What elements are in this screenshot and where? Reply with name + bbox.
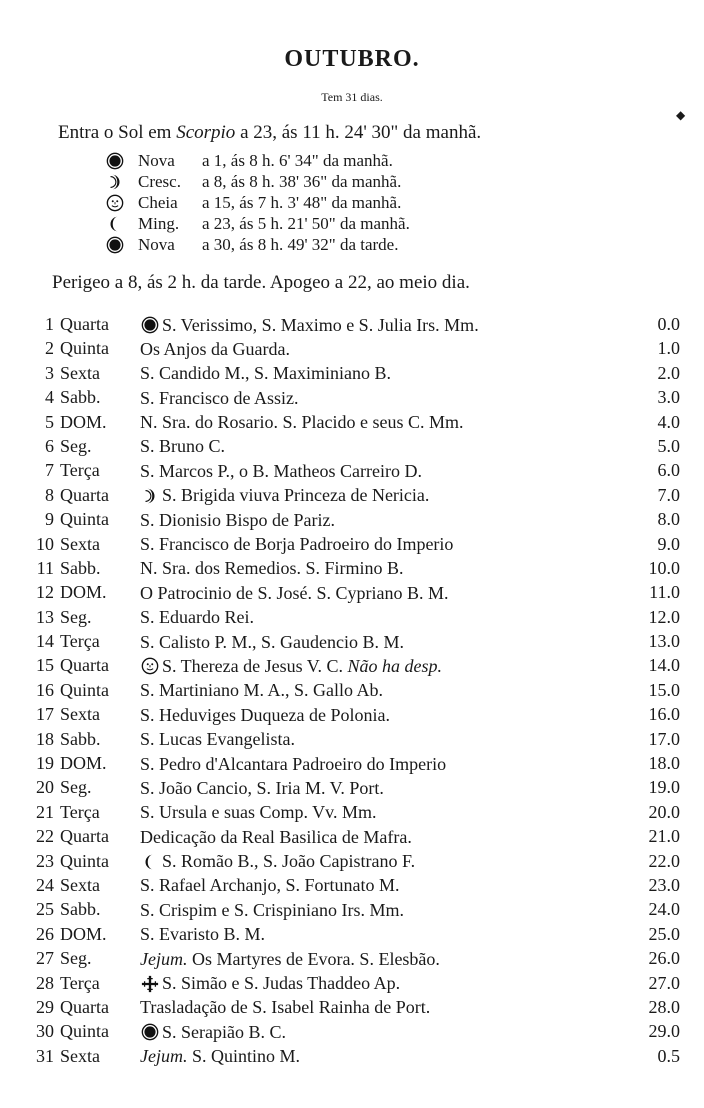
day-number: 22 [36,826,54,847]
dispensation-note: Não ha desp. [347,655,442,676]
day-number: 2 [45,338,54,359]
day-description [140,460,422,482]
moon-age: 28.0 [648,996,680,1017]
saint-names: S. Francisco de Borja Padroeiro do Imperio [140,534,454,555]
saint-names: Os Martyres de Evora. S. Elesbão. [191,948,440,969]
last-quarter-icon [106,215,124,233]
new-moon-icon [106,152,124,170]
moon-age: 17.0 [648,728,680,749]
moon-age: 16.0 [648,704,680,725]
day-number: 21 [36,801,54,822]
day-description [140,607,254,629]
day-number: 13 [36,606,54,627]
day-row [30,948,680,972]
day-row [30,899,680,923]
moon-age: 0.5 [657,1045,680,1066]
day-row [30,460,680,484]
saint-names: Trasladação de S. Isabel Rainha de Port. [140,997,431,1018]
day-row [30,680,680,704]
weekday: DOM. [60,753,107,774]
saint-names: S. Heduviges Duqueza de Polonia. [140,704,390,725]
moon-age: 10.0 [648,557,680,578]
moon-age: 19.0 [648,777,680,798]
day-number: 17 [36,704,54,725]
day-number: 18 [36,728,54,749]
day-description [140,680,383,702]
moon-phase-time: a 23, ás 5 h. 21' 50" da manhã. [202,213,410,233]
days-table [30,314,680,1070]
day-description [140,875,399,897]
day-number: 8 [45,484,54,505]
page-title: OUTUBRO. [284,46,420,72]
day-number: 29 [36,996,54,1017]
moon-age: 23.0 [648,874,680,895]
moon-phase-row [106,234,410,255]
day-number: 24 [36,874,54,895]
moon-age: 0.0 [657,314,680,334]
day-number: 27 [36,948,54,969]
day-description [140,655,442,677]
day-row [30,582,680,606]
day-row [30,729,680,753]
moon-age: 21.0 [648,826,680,847]
perigee-line: Perigeo a 8, ás 2 h. da tarde. Apogeo a 22, ao meio dia. [52,272,470,293]
weekday: Sabb. [60,557,101,578]
day-row [30,826,680,850]
moon-age: 12.0 [648,606,680,627]
day-row [30,314,680,338]
day-number: 16 [36,679,54,700]
weekday: Seg. [60,435,92,456]
moon-age: 4.0 [657,411,680,432]
day-row [30,631,680,655]
moon-age: 25.0 [648,923,680,944]
saint-names: S. Rafael Archanjo, S. Fortunato M. [140,875,400,896]
weekday: Sexta [60,362,100,383]
moon-phase-name: Nova [138,150,175,170]
zodiac-sign: Scorpio [176,122,236,143]
saint-names: Os Anjos da Guarda. [140,338,290,359]
day-number: 3 [45,362,54,383]
saint-names: S. Thereza de Jesus V. C. [162,655,343,676]
new-moon-icon [140,1022,160,1042]
day-description [140,1021,286,1043]
day-description [140,924,265,946]
day-number: 25 [36,899,54,920]
new-moon-icon [140,315,160,335]
saint-names: S. Pedro d'Alcantara Padroeiro do Imperio [140,753,447,774]
day-number: 15 [36,655,54,676]
day-description [140,948,440,970]
saint-names: S. Marcos P., o B. Matheos Carreiro D. [140,460,422,481]
cross-icon [140,974,160,994]
day-number: 7 [45,460,54,481]
day-number: 1 [45,314,54,334]
moon-age: 20.0 [648,801,680,822]
moon-age: 13.0 [648,631,680,652]
moon-phase-name: Nova [138,234,175,254]
saint-names: S. Simão e S. Judas Thaddeo Ap. [162,973,401,994]
weekday: Quinta [60,850,109,871]
day-row [30,412,680,436]
day-row [30,607,680,631]
weekday: Terça [60,801,100,822]
saint-names: S. João Cancio, S. Iria M. V. Port. [140,777,384,798]
day-description [140,387,298,409]
moon-phase-time: a 30, ás 8 h. 49' 32" da tarde. [202,234,399,254]
moon-age: 3.0 [657,387,680,408]
day-description [140,363,391,385]
moon-phase-time: a 8, ás 8 h. 38' 36" da manhã. [202,171,402,191]
weekday: DOM. [60,411,107,432]
day-row [30,777,680,801]
moon-phases [106,150,410,255]
last-quarter-icon [140,852,160,872]
day-description [140,777,384,799]
day-row [30,997,680,1021]
fast-label: Jejum. [140,1046,188,1067]
moon-age: 2.0 [657,362,680,383]
moon-age: 6.0 [657,460,680,481]
day-row [30,924,680,948]
page-mark-icon: ◆ [676,108,686,122]
saint-names: N. Sra. do Rosario. S. Placido e seus C. Mm. [140,412,464,433]
moon-phase-row [106,213,410,234]
weekday: Sexta [60,874,100,895]
day-number: 12 [36,582,54,603]
day-row [30,363,680,387]
weekday: Terça [60,972,100,993]
saint-names: S. Calisto P. M., S. Gaudencio B. M. [140,631,405,652]
day-row [30,509,680,533]
saint-names: O Patrocinio de S. José. S. Cypriano B. M. [140,582,449,603]
day-number: 30 [36,1021,54,1042]
day-description [140,899,404,921]
saint-names: Dedicação da Real Basilica de Mafra. [140,826,412,847]
moon-phase-name: Ming. [138,213,180,233]
saint-names: S. Martiniano M. A., S. Gallo Ab. [140,680,384,701]
day-description [140,558,404,580]
day-number: 28 [36,972,54,993]
moon-phase-name: Cheia [138,192,178,212]
day-number: 10 [36,533,54,554]
saint-names: N. Sra. dos Remedios. S. Firmino B. [140,558,404,579]
day-description [140,851,415,873]
moon-phase-row [106,192,410,213]
day-description [140,534,453,556]
weekday: Quarta [60,655,109,676]
day-description [140,753,446,775]
days-count: Tem 31 dias. [321,90,383,104]
saint-names: S. Lucas Evangelista. [140,729,295,750]
day-row [30,436,680,460]
day-number: 19 [36,753,54,774]
fast-label: Jejum. [140,948,188,969]
saint-names: S. Verissimo, S. Maximo e S. Julia Irs. Mm. [162,314,479,335]
day-row [30,558,680,582]
day-description [140,704,390,726]
day-number: 23 [36,850,54,871]
saint-names: S. Dionisio Bispo de Pariz. [140,509,336,530]
day-row [30,1021,680,1045]
day-number: 31 [36,1045,54,1066]
full-moon-icon [106,194,124,212]
saint-names: S. Candido M., S. Maximiniano B. [140,363,392,384]
weekday: Sexta [60,1045,100,1066]
sun-entry-suffix: a 23, ás 11 h. 24' 30" da manhã. [235,122,482,143]
day-number: 11 [36,557,54,578]
day-description [140,412,464,434]
saint-names: S. Eduardo Rei. [140,607,254,628]
day-row [30,387,680,411]
full-moon-icon [140,656,160,676]
weekday: Sexta [60,533,100,554]
day-row [30,338,680,362]
day-row [30,704,680,728]
moon-age: 29.0 [648,1021,680,1042]
weekday: Quarta [60,996,109,1017]
moon-phase-time: a 1, ás 8 h. 6' 34" da manhã. [202,150,393,170]
day-row [30,655,680,679]
day-row [30,534,680,558]
day-row [30,875,680,899]
day-description [140,338,290,360]
weekday: DOM. [60,582,107,603]
weekday: Terça [60,460,100,481]
weekday: Seg. [60,777,92,798]
first-quarter-icon [140,486,160,506]
saint-names: S. Romão B., S. João Capistrano F. [162,851,416,872]
saint-names: S. Francisco de Assiz. [140,387,299,408]
day-number: 4 [45,387,54,408]
weekday: Quarta [60,314,109,334]
weekday: Quarta [60,484,109,505]
day-description [140,582,449,604]
day-description [140,509,335,531]
weekday: Seg. [60,606,92,627]
weekday: Quinta [60,1021,109,1042]
weekday: DOM. [60,923,107,944]
weekday: Terça [60,631,100,652]
weekday: Sabb. [60,728,101,749]
moon-phase-name: Cresc. [138,171,181,191]
saint-names: S. Quintino M. [191,1046,301,1067]
moon-phase-row [106,171,410,192]
weekday: Seg. [60,948,92,969]
moon-age: 15.0 [648,679,680,700]
weekday: Quinta [60,679,109,700]
day-row [30,973,680,997]
saint-names: S. Bruno C. [140,436,226,457]
weekday: Quinta [60,509,109,530]
moon-age: 11.0 [649,582,680,603]
day-row [30,1046,680,1070]
day-number: 9 [45,509,54,530]
moon-age: 24.0 [648,899,680,920]
day-description [140,802,377,824]
moon-age: 27.0 [648,972,680,993]
first-quarter-icon [106,173,124,191]
weekday: Quinta [60,338,109,359]
day-number: 6 [45,435,54,456]
day-description [140,973,400,995]
moon-age: 9.0 [657,533,680,554]
moon-age: 26.0 [648,948,680,969]
moon-phase-time: a 15, ás 7 h. 3' 48" da manhã. [202,192,402,212]
day-number: 20 [36,777,54,798]
day-number: 5 [45,411,54,432]
moon-age: 14.0 [648,655,680,676]
moon-age: 1.0 [657,338,680,359]
day-description [140,485,429,507]
sun-entry-prefix: Entra o Sol em [58,122,177,143]
day-row [30,802,680,826]
saint-names: S. Brigida viuva Princeza de Nericia. [162,485,430,506]
day-number: 14 [36,631,54,652]
day-description [140,1046,300,1068]
weekday: Quarta [60,826,109,847]
moon-age: 5.0 [657,435,680,456]
day-description [140,729,295,751]
day-description [140,314,479,336]
day-row [30,485,680,509]
moon-age: 7.0 [657,484,680,505]
moon-age: 22.0 [648,850,680,871]
day-description [140,997,430,1019]
sun-entry-line [58,122,481,144]
moon-age: 18.0 [648,753,680,774]
day-row [30,851,680,875]
saint-names: S. Evaristo B. M. [140,924,266,945]
moon-phase-row [106,150,410,171]
day-number: 26 [36,923,54,944]
saint-names: S. Ursula e suas Comp. Vv. Mm. [140,802,377,823]
moon-age: 8.0 [657,509,680,530]
saint-names: S. Crispim e S. Crispiniano Irs. Mm. [140,899,405,920]
day-description [140,631,404,653]
day-row [30,753,680,777]
weekday: Sexta [60,704,100,725]
day-description [140,826,412,848]
new-moon-icon [106,236,124,254]
weekday: Sabb. [60,387,101,408]
weekday: Sabb. [60,899,101,920]
day-description [140,436,225,458]
saint-names: S. Serapião B. C. [162,1021,286,1042]
